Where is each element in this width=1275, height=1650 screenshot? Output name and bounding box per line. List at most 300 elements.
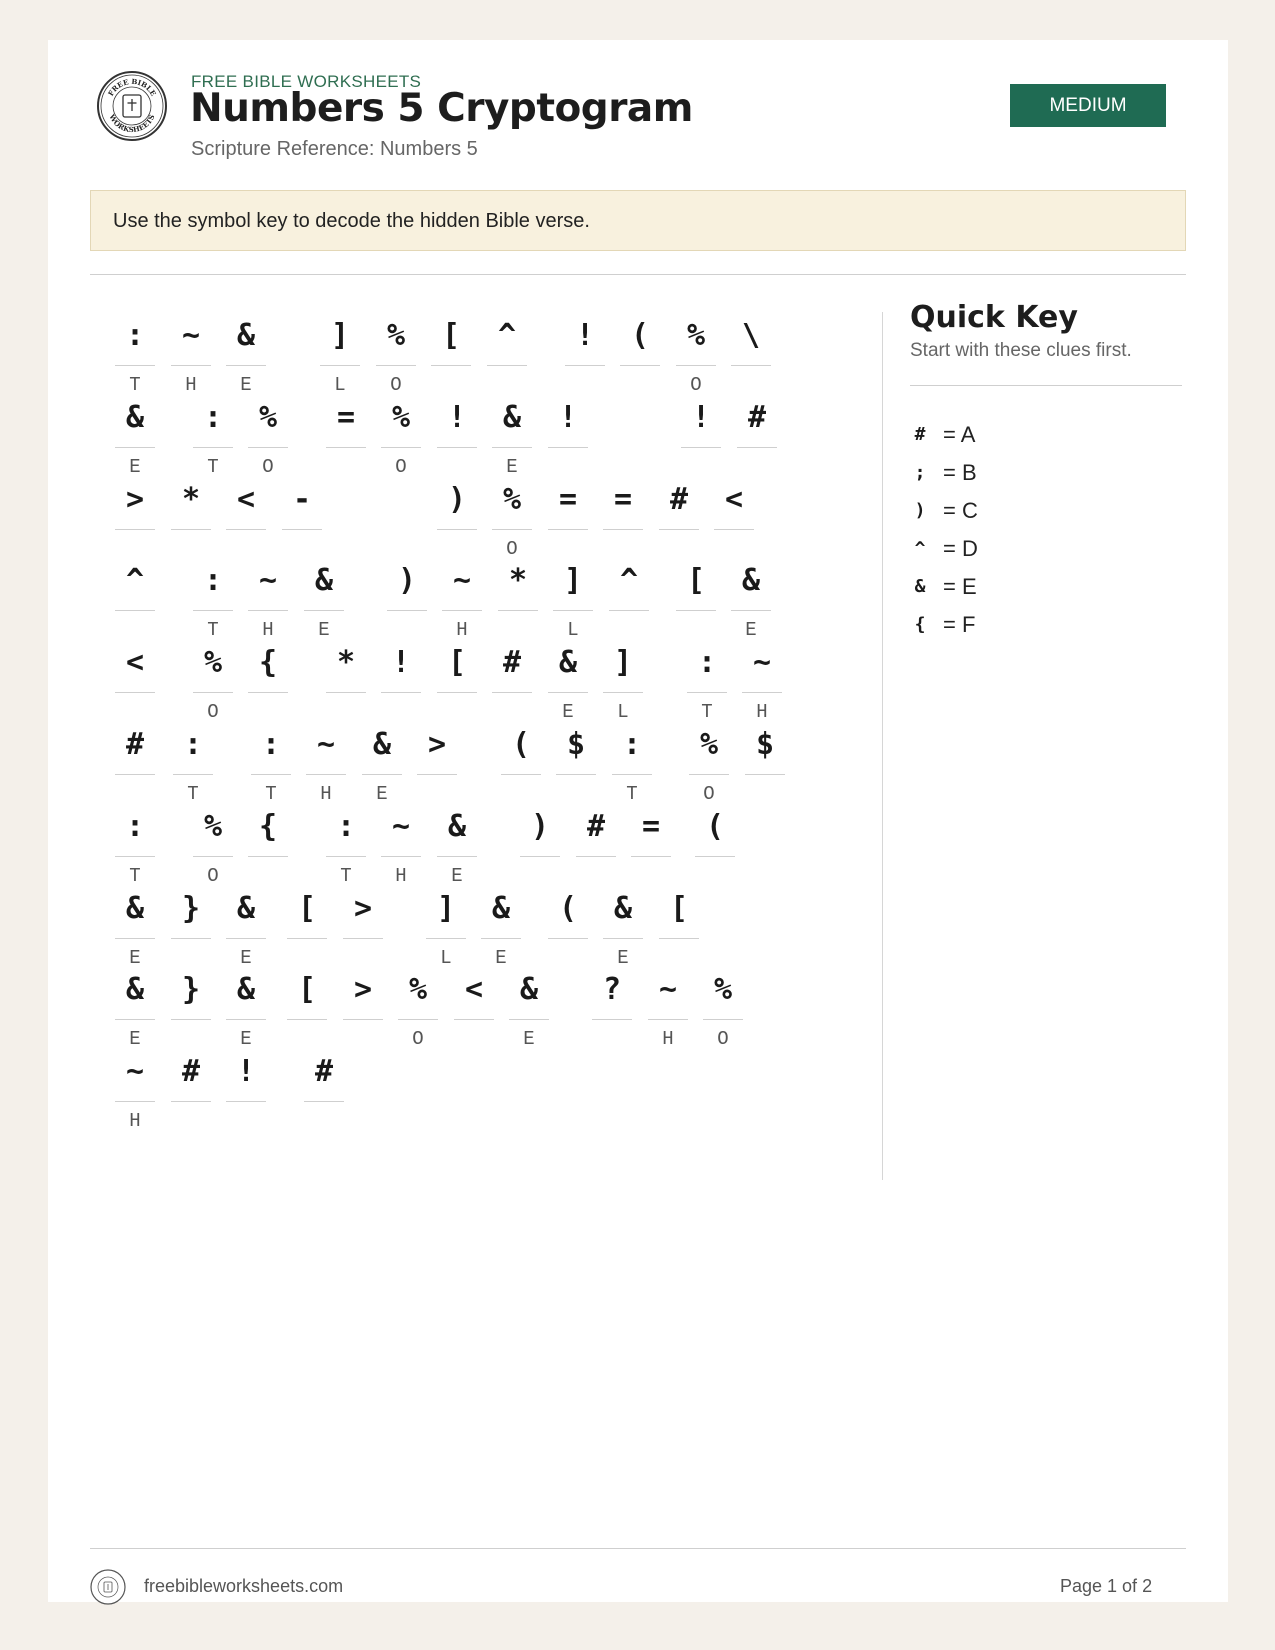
cipher-symbol: & (558, 645, 578, 680)
answer-line[interactable] (115, 856, 155, 857)
letter-hint: H (756, 701, 768, 723)
cipher-cell (509, 962, 549, 1048)
answer-line[interactable] (226, 1019, 266, 1020)
cipher-symbol: & (447, 809, 467, 844)
cipher-symbol: % (203, 809, 223, 844)
letter-hint: O (390, 374, 402, 396)
cipher-cell (248, 799, 288, 885)
answer-line[interactable] (343, 938, 383, 939)
answer-line[interactable] (326, 692, 366, 693)
answer-line[interactable] (742, 692, 782, 693)
cipher-cell (742, 635, 782, 721)
cipher-symbol: > (427, 727, 447, 762)
letter-hint: H (185, 374, 197, 396)
quick-key-item (910, 533, 1170, 565)
answer-line[interactable] (659, 529, 699, 530)
answer-line[interactable] (548, 692, 588, 693)
answer-line[interactable] (226, 1101, 266, 1102)
svg-text:WORKSHEETS: WORKSHEETS (107, 112, 157, 135)
cipher-symbol: * (508, 563, 528, 598)
letter-hint: O (506, 538, 518, 560)
letter-hint: H (662, 1028, 674, 1050)
cipher-cell (714, 472, 754, 558)
letter-hint: O (262, 456, 274, 478)
cipher-symbol: & (236, 972, 256, 1007)
cipher-symbol: = (641, 809, 661, 844)
letter-hint: L (567, 619, 579, 641)
cipher-cell (326, 799, 366, 885)
answer-line[interactable] (115, 1101, 155, 1102)
quick-key-symbol: { (914, 614, 926, 635)
cipher-cell (304, 553, 344, 639)
answer-line[interactable] (492, 447, 532, 448)
cipher-cell (659, 472, 699, 558)
answer-line[interactable] (248, 856, 288, 857)
answer-line[interactable] (171, 1101, 211, 1102)
cipher-cell (115, 635, 155, 721)
cipher-cell (492, 472, 532, 558)
letter-hint: H (456, 619, 468, 641)
cipher-symbol: & (125, 972, 145, 1007)
answer-line[interactable] (437, 856, 477, 857)
quick-key-letter: = E (943, 574, 977, 599)
cipher-symbol: ~ (391, 809, 411, 844)
cipher-cell (171, 308, 211, 394)
answer-line[interactable] (520, 856, 560, 857)
answer-line[interactable] (381, 856, 421, 857)
cipher-symbol: < (236, 482, 256, 517)
letter-hint (171, 1110, 211, 1132)
answer-line[interactable] (612, 774, 652, 775)
cipher-symbol: : (125, 809, 145, 844)
letter-hint: E (506, 456, 518, 478)
answer-line[interactable] (454, 1019, 494, 1020)
answer-line[interactable] (565, 365, 605, 366)
cipher-cell (193, 799, 233, 885)
cipher-symbol: # (502, 645, 522, 680)
cipher-symbol: < (724, 482, 744, 517)
cipher-symbol: [ (441, 318, 461, 353)
answer-line[interactable] (398, 1019, 438, 1020)
cipher-cell (226, 472, 266, 558)
answer-line[interactable] (193, 856, 233, 857)
answer-line[interactable] (620, 365, 660, 366)
cipher-cell (320, 308, 360, 394)
cipher-symbol: : (261, 727, 281, 762)
cipher-symbol: ? (602, 972, 622, 1007)
answer-line[interactable] (426, 938, 466, 939)
letter-hint: O (207, 865, 219, 887)
letter-hint (326, 456, 366, 478)
letter-hint: H (262, 619, 274, 641)
cipher-cell (609, 553, 649, 639)
cipher-cell (520, 799, 560, 885)
cipher-cell (731, 308, 771, 394)
answer-line[interactable] (248, 692, 288, 693)
cipher-symbol: # (586, 809, 606, 844)
cipher-symbol: \ (741, 318, 761, 353)
letter-hint: O (207, 701, 219, 723)
answer-line[interactable] (226, 938, 266, 939)
quick-key-symbol: ) (914, 500, 926, 521)
cipher-cell (631, 799, 671, 885)
cipher-cell (548, 881, 588, 967)
cipher-symbol: ] (436, 891, 456, 926)
answer-line[interactable] (226, 529, 266, 530)
answer-line[interactable] (248, 610, 288, 611)
answer-line[interactable] (115, 1019, 155, 1020)
letter-hint (343, 1028, 383, 1050)
cipher-cell (362, 717, 402, 803)
answer-line[interactable] (501, 774, 541, 775)
cipher-cell (681, 390, 721, 476)
cipher-symbol: : (203, 563, 223, 598)
answer-line[interactable] (193, 692, 233, 693)
cipher-symbol: % (686, 318, 706, 353)
answer-line[interactable] (492, 692, 532, 693)
answer-line[interactable] (226, 365, 266, 366)
answer-line[interactable] (115, 774, 155, 775)
cipher-cell (676, 308, 716, 394)
cipher-cell (326, 390, 366, 476)
footer-logo-icon (90, 1569, 126, 1605)
cipher-cell (603, 635, 643, 721)
answer-line[interactable] (381, 692, 421, 693)
quick-key-symbol: & (914, 576, 926, 597)
quick-key-item (910, 571, 1170, 603)
answer-line[interactable] (326, 856, 366, 857)
cipher-symbol: % (203, 645, 223, 680)
cipher-symbol: : (125, 318, 145, 353)
cipher-symbol: ( (705, 809, 725, 844)
cipher-cell (487, 308, 527, 394)
cipher-cell (326, 635, 366, 721)
cipher-cell (592, 962, 632, 1048)
cipher-symbol: ~ (752, 645, 772, 680)
cipher-symbol: [ (686, 563, 706, 598)
cipher-cell (381, 635, 421, 721)
letter-hint: E (129, 947, 141, 969)
cipher-symbol: ! (691, 400, 711, 435)
letter-hint: O (703, 783, 715, 805)
answer-line[interactable] (437, 529, 477, 530)
cipher-cell (193, 553, 233, 639)
cipher-cell (431, 308, 471, 394)
cipher-symbol: # (747, 400, 767, 435)
answer-line[interactable] (681, 447, 721, 448)
cryptogram-grid (115, 308, 875, 1188)
quick-key-letter: = F (943, 612, 976, 637)
answer-line[interactable] (609, 610, 649, 611)
cipher-symbol: $ (755, 727, 775, 762)
answer-line[interactable] (676, 365, 716, 366)
quick-key-item (910, 609, 1170, 641)
answer-line[interactable] (282, 529, 322, 530)
answer-line[interactable] (387, 610, 427, 611)
answer-line[interactable] (676, 610, 716, 611)
answer-line[interactable] (171, 1019, 211, 1020)
cipher-cell (248, 635, 288, 721)
cipher-symbol: & (236, 891, 256, 926)
answer-line[interactable] (731, 610, 771, 611)
answer-line[interactable] (431, 365, 471, 366)
answer-line[interactable] (703, 1019, 743, 1020)
worksheet-page (48, 40, 1228, 1602)
cipher-cell (398, 962, 438, 1048)
cipher-symbol: % (699, 727, 719, 762)
cipher-symbol: ) (530, 809, 550, 844)
footer-divider (90, 1548, 1186, 1549)
difficulty-badge: MEDIUM (1010, 84, 1166, 127)
answer-line[interactable] (603, 938, 643, 939)
cipher-cell (556, 717, 596, 803)
answer-line[interactable] (509, 1019, 549, 1020)
cipher-cell (304, 1044, 344, 1130)
cipher-cell (226, 308, 266, 394)
cipher-symbol: & (613, 891, 633, 926)
answer-line[interactable] (171, 938, 211, 939)
cipher-cell (115, 472, 155, 558)
answer-line[interactable] (548, 447, 588, 448)
answer-line[interactable] (648, 1019, 688, 1020)
cipher-symbol: ] (563, 563, 583, 598)
cipher-symbol: : (203, 400, 223, 435)
letter-hint (226, 1110, 266, 1132)
cipher-cell (248, 390, 288, 476)
cipher-symbol: : (697, 645, 717, 680)
cipher-cell (226, 1044, 266, 1130)
cipher-symbol: ~ (452, 563, 472, 598)
answer-line[interactable] (442, 610, 482, 611)
letter-hint: T (207, 456, 219, 478)
answer-line[interactable] (417, 774, 457, 775)
answer-line[interactable] (498, 610, 538, 611)
cipher-symbol: : (183, 727, 203, 762)
cipher-symbol: ^ (619, 563, 639, 598)
quick-key-symbol: ^ (914, 538, 926, 559)
cipher-symbol: ~ (125, 1054, 145, 1089)
cipher-symbol: & (741, 563, 761, 598)
cipher-symbol: ( (630, 318, 650, 353)
cipher-cell (676, 553, 716, 639)
answer-line[interactable] (576, 856, 616, 857)
answer-line[interactable] (548, 529, 588, 530)
cipher-cell (548, 390, 588, 476)
letter-hint: T (265, 783, 277, 805)
cipher-cell (492, 635, 532, 721)
page-number: Page 1 of 2 (1060, 1576, 1153, 1596)
answer-line[interactable] (306, 774, 346, 775)
answer-line[interactable] (251, 774, 291, 775)
instructions-box: Use the symbol key to decode the hidden Bible verse. (90, 190, 1186, 251)
answer-line[interactable] (689, 774, 729, 775)
answer-line[interactable] (492, 529, 532, 530)
cipher-symbol: = (336, 400, 356, 435)
answer-line[interactable] (437, 447, 477, 448)
answer-line[interactable] (287, 1019, 327, 1020)
cipher-cell (498, 553, 538, 639)
letter-hint: E (495, 947, 507, 969)
letter-hint: H (395, 865, 407, 887)
cipher-cell (548, 635, 588, 721)
cipher-symbol: : (622, 727, 642, 762)
cipher-symbol: & (491, 891, 511, 926)
letter-hint: T (701, 701, 713, 723)
answer-line[interactable] (376, 365, 416, 366)
cipher-cell (612, 717, 652, 803)
answer-line[interactable] (745, 774, 785, 775)
cipher-cell (703, 962, 743, 1048)
letter-hint (592, 1028, 632, 1050)
letter-hint (745, 783, 785, 805)
letter-hint: E (451, 865, 463, 887)
cipher-cell (171, 1044, 211, 1130)
cipher-cell (481, 881, 521, 967)
cipher-cell (115, 1044, 155, 1130)
answer-line[interactable] (553, 610, 593, 611)
answer-line[interactable] (115, 938, 155, 939)
answer-line[interactable] (737, 447, 777, 448)
cipher-symbol: ) (397, 563, 417, 598)
answer-line[interactable] (548, 938, 588, 939)
answer-line[interactable] (592, 1019, 632, 1020)
answer-line[interactable] (437, 692, 477, 693)
answer-line[interactable] (659, 938, 699, 939)
cipher-cell (387, 553, 427, 639)
cipher-cell (603, 881, 643, 967)
cipher-cell (287, 962, 327, 1048)
cipher-symbol: $ (566, 727, 586, 762)
letter-hint: L (334, 374, 346, 396)
cipher-cell (193, 635, 233, 721)
cipher-symbol: [ (669, 891, 689, 926)
cipher-symbol: & (125, 400, 145, 435)
column-divider (882, 312, 883, 1180)
answer-line[interactable] (731, 365, 771, 366)
cipher-symbol: % (502, 482, 522, 517)
letter-hint (695, 865, 735, 887)
answer-line[interactable] (193, 610, 233, 611)
answer-line[interactable] (603, 692, 643, 693)
cipher-cell (437, 799, 477, 885)
cipher-symbol: } (181, 972, 201, 1007)
cipher-symbol: } (181, 891, 201, 926)
cipher-symbol: ( (511, 727, 531, 762)
cipher-cell (173, 717, 213, 803)
cipher-symbol: & (502, 400, 522, 435)
quick-key-symbol: # (914, 424, 926, 445)
footer-site-link[interactable]: freebibleworksheets.com (144, 1576, 344, 1596)
letter-hint: T (340, 865, 352, 887)
cipher-symbol: ] (330, 318, 350, 353)
answer-line[interactable] (714, 529, 754, 530)
letter-hint: O (690, 374, 702, 396)
cipher-symbol: ~ (181, 318, 201, 353)
cipher-cell (193, 390, 233, 476)
answer-line[interactable] (193, 447, 233, 448)
cipher-symbol: % (258, 400, 278, 435)
answer-line[interactable] (115, 610, 155, 611)
cipher-cell (343, 962, 383, 1048)
answer-line[interactable] (362, 774, 402, 775)
svg-text:FREE BIBLE: FREE BIBLE (106, 76, 158, 98)
cipher-symbol: : (336, 809, 356, 844)
answer-line[interactable] (343, 1019, 383, 1020)
answer-line[interactable] (171, 365, 211, 366)
letter-hint: L (440, 947, 452, 969)
cipher-symbol: ~ (258, 563, 278, 598)
letter-hint (620, 374, 660, 396)
cipher-cell (648, 962, 688, 1048)
cipher-symbol: & (236, 318, 256, 353)
cipher-cell (171, 881, 211, 967)
cipher-symbol: % (408, 972, 428, 1007)
answer-line[interactable] (320, 365, 360, 366)
cipher-cell (115, 308, 155, 394)
cipher-symbol: ] (613, 645, 633, 680)
cipher-symbol: = (558, 482, 578, 517)
cipher-symbol: > (353, 972, 373, 1007)
cipher-symbol: > (125, 482, 145, 517)
letter-hint: E (240, 1028, 252, 1050)
answer-line[interactable] (115, 365, 155, 366)
answer-line[interactable] (115, 692, 155, 693)
cipher-cell (548, 472, 588, 558)
cipher-symbol: { (258, 645, 278, 680)
cipher-symbol: ~ (316, 727, 336, 762)
letter-hint: E (617, 947, 629, 969)
answer-line[interactable] (115, 447, 155, 448)
answer-line[interactable] (556, 774, 596, 775)
quick-key-letter: = D (943, 536, 978, 561)
answer-line[interactable] (304, 610, 344, 611)
answer-line[interactable] (287, 938, 327, 939)
answer-line[interactable] (326, 447, 366, 448)
cipher-symbol: ) (447, 482, 467, 517)
cipher-cell (115, 553, 155, 639)
cipher-cell (565, 308, 605, 394)
answer-line[interactable] (631, 856, 671, 857)
cipher-symbol: > (353, 891, 373, 926)
answer-line[interactable] (115, 529, 155, 530)
cipher-cell (437, 390, 477, 476)
answer-line[interactable] (603, 529, 643, 530)
answer-line[interactable] (695, 856, 735, 857)
cipher-cell (282, 472, 322, 558)
answer-line[interactable] (487, 365, 527, 366)
cipher-cell (343, 881, 383, 967)
answer-line[interactable] (171, 529, 211, 530)
letter-hint: T (129, 865, 141, 887)
quick-key-divider (910, 385, 1182, 386)
letter-hint: H (320, 783, 332, 805)
answer-line[interactable] (481, 938, 521, 939)
cipher-symbol: ! (558, 400, 578, 435)
answer-line[interactable] (173, 774, 213, 775)
cipher-cell (695, 799, 735, 885)
letter-hint (304, 1110, 344, 1132)
cipher-symbol: & (372, 727, 392, 762)
cipher-cell (417, 717, 457, 803)
answer-line[interactable] (687, 692, 727, 693)
cipher-cell (687, 635, 727, 721)
answer-line[interactable] (248, 447, 288, 448)
cipher-cell (437, 472, 477, 558)
worksheet-logo-icon (96, 70, 168, 142)
answer-line[interactable] (304, 1101, 344, 1102)
letter-hint: O (395, 456, 407, 478)
answer-line[interactable] (381, 447, 421, 448)
